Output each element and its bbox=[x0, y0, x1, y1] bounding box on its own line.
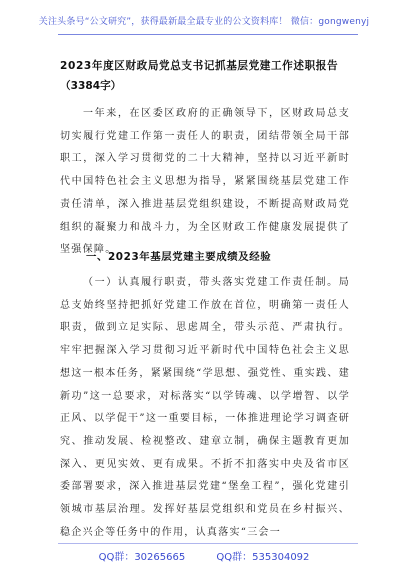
word-count: （3384字） bbox=[60, 80, 122, 92]
footer-qq-group-1: QQ群：30265665 bbox=[98, 552, 186, 563]
header-banner: 关注头条号“公文研究”，获得最新最全最专业的公文资料库！ 微信：gongwenyj bbox=[38, 17, 370, 27]
document-title: 2023年度区财政局党总支书记抓基层党建工作述职报告 bbox=[60, 60, 339, 72]
footer bbox=[0, 548, 408, 563]
section-heading: 一、2023年基层党建主要成绩及经验 bbox=[86, 251, 272, 263]
footer-qq-group-2: QQ群：535304092 bbox=[216, 552, 310, 563]
sub-paragraph: （一）认真履行职责，带头落实党建工作责任制。局总支始终坚持把抓好党建工作放在首位，明确第一责任人职责，做到立足实际、思虑周全，带头示范、严肃执行。牢牢把握深入学习贯彻习近平新时代中国特色社会主义思想这一根本任务，紧紧围绕“学思想、强党性、重实践、建新功”这一总要求，对标落实“以学铸魂、以学增智、以学正风、以学促干”这一重要目标，一体推进理论学习调查研究、推动发展、检视整改、建章立制，确保主题教育更加深入、更见实效、更有成果。不折不扣落实中央及省市区委部署要求，深入推进基层党建“堡垒工程”，强化党建引领城市基层治理。发挥好基层党组织和党员在乡村振兴、稳企兴企等任务中的作用，认真落实“三会一 bbox=[60, 277, 350, 538]
footer-divider bbox=[58, 543, 358, 544]
header-divider bbox=[58, 34, 358, 35]
intro-paragraph: 一年来，在区委区政府的正确领导下，区财政局总支切实履行党建工作第一责任人的职责，团结带领全局干部职工，深入学习贯彻党的二十大精神，坚持以习近平新时代中国特色社会主义思想为指导，紧紧围绕基层党建工作责任清单，深入推进基层党组织建设，不断提高财政局党组织的凝聚力和战斗力，为全区财政工作健康发展提供了坚强保障。 bbox=[60, 108, 350, 256]
